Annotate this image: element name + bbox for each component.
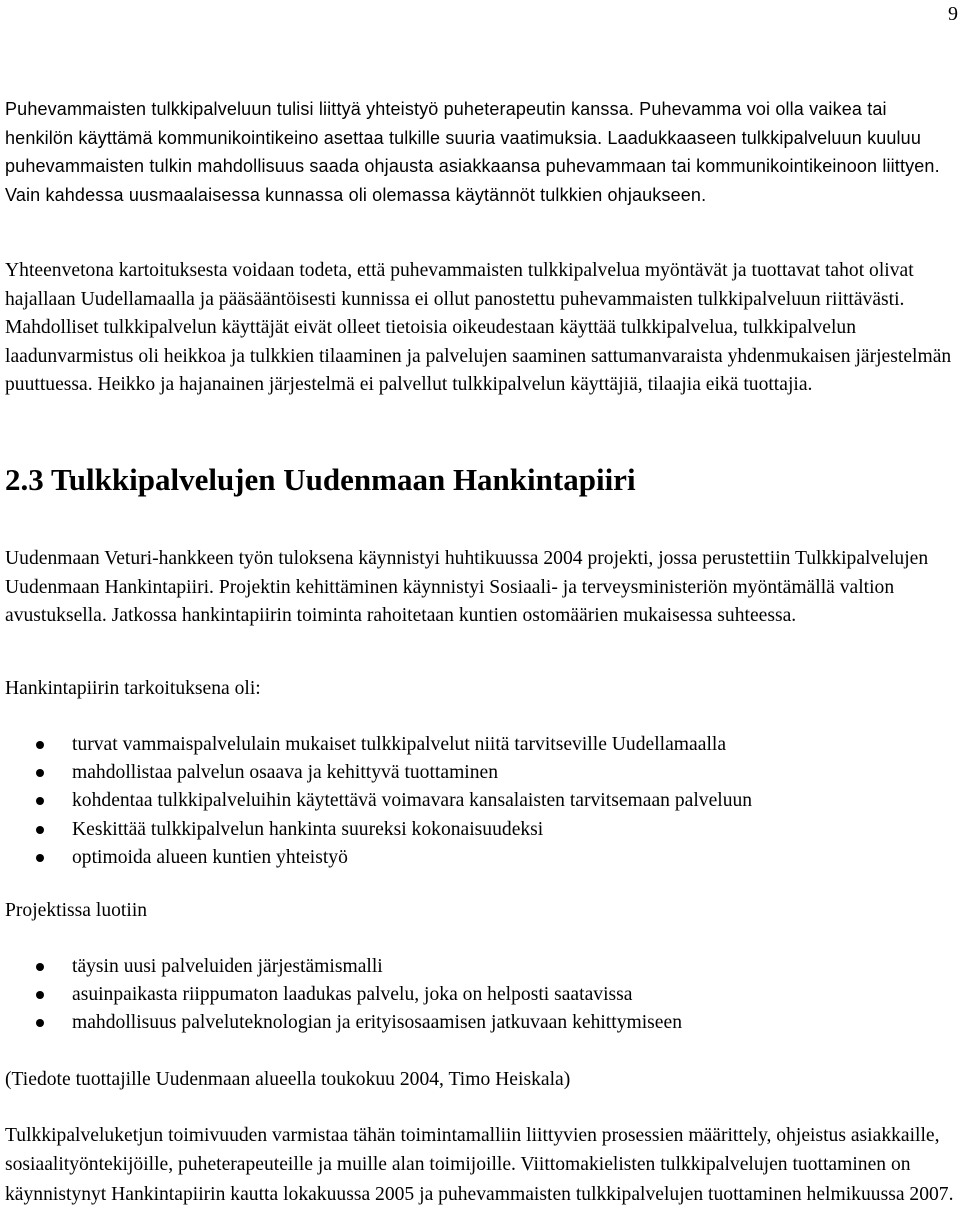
list-item-text: kohdentaa tulkkipalveluihin käytettävä voimavara kansalaisten tarvitsemaan palveluun: [72, 790, 753, 812]
paragraph-service-chain: Tulkkipalveluketjun toimivuuden varmistaa tähän toimintamalliin liittyvien prosessien määrittely, ohjeistus asiakkaille, sosiaalityöntekijöille, puheterapeuteille ja muille alan toimijoille. Viittomakielisten tulkkipalvelujen tuottaminen on käynnistynyt Hankintapiirin kautta lokakuussa 2005 ja puhevammaisten tulkkipalvelujen tuottaminen helmikuussa 2007.: [5, 1125, 954, 1205]
bullet-icon: [36, 1019, 44, 1027]
list-item-text: Keskittää tulkkipalvelun hankinta suureksi kokonaisuudeksi: [72, 818, 544, 840]
bullet-icon: [36, 797, 44, 805]
bullet-icon: [36, 991, 44, 999]
list-intro-purpose: Hankintapiirin tarkoituksena oli:: [5, 678, 261, 699]
purpose-bullet-list: [0, 731, 955, 872]
list-item: [0, 731, 955, 759]
list-item-text: täysin uusi palveluiden järjestämismalli: [72, 956, 383, 977]
bullet-icon: [36, 741, 44, 749]
paragraph-project-background: Uudenmaan Veturi-hankkeen työn tuloksena käynnistyi huhtikuussa 2004 projekti, jossa perustettiin Tulkkipalvelujen Uudenmaan Hankintapiiri. Projektin kehittäminen käynnistyi Sosiaali- ja terveysministeriön myöntämällä valtion avustuksella. Jatkossa hankintapiirin toiminta rahoitetaan kuntien ostomäärien mukaisessa suhteessa.: [5, 548, 929, 626]
list-item: [0, 759, 955, 787]
bullet-icon: [36, 854, 44, 862]
list-item: [0, 981, 955, 1009]
list-item-text: mahdollisuus palveluteknologian ja erityisosaamisen jatkuvaan kehittymiseen: [72, 1012, 682, 1034]
source-notice: (Tiedote tuottajille Uudenmaan alueella toukokuu 2004, Timo Heiskala): [5, 1069, 571, 1090]
page-number: 9: [948, 3, 958, 25]
created-bullet-list: [0, 953, 955, 1038]
list-item-text: mahdollistaa palvelun osaava ja kehittyvä tuottaminen: [72, 762, 499, 784]
bullet-icon: [36, 769, 44, 777]
list-item: [0, 787, 955, 815]
list-item-text: optimoida alueen kuntien yhteistyö: [72, 846, 348, 868]
list-item: [0, 816, 955, 844]
list-item-text: asuinpaikasta riippumaton laadukas palvelu, joka on helposti saatavissa: [72, 984, 633, 1006]
section-heading: 2.3 Tulkkipalvelujen Uudenmaan Hankintapiiri: [5, 462, 636, 497]
paragraph-speech-interpretation-guidance: Puhevammaisten tulkkipalveluun tulisi liittyä yhteistyö puheterapeutin kanssa. Puhevamma voi olla vaikea tai henkilön käyttämä kommunikointikeino asettaa tulkille suuria vaatimuksia. Laadukkaaseen tulkkipalveluun kuuluu puhevammaisten tulkin mahdollisuus saada ohjausta asiakkaansa puhevammaan tai kommunikointikeinoon liittyen. Vain kahdessa uusmaalaisessa kunnassa oli olemassa käytännöt tulkkien ohjaukseen.: [5, 99, 940, 205]
list-item-text: turvat vammaispalvelulain mukaiset tulkkipalvelut niitä tarvitseville Uudellamaalla: [72, 734, 727, 755]
bullet-icon: [36, 826, 44, 834]
list-intro-created: Projektissa luotiin: [5, 900, 148, 921]
list-item: [0, 844, 955, 872]
paragraph-survey-summary: Yhteenvetona kartoituksesta voidaan todeta, että puhevammaisten tulkkipalvelua myöntävät ja tuottavat tahot olivat hajallaan Uudellamaalla ja pääsääntöisesti kunnissa ei ollut panostettu puhevammaisten tulkkipalveluun riittävästi. Mahdolliset tulkkipalvelun käyttäjät eivät olleet tietoisia oikeudestaan käyttää tulkkipalvelua, tulkkipalvelun laadunvarmistus oli heikkoa ja tulkkien tilaaminen ja palvelujen saaminen sattumanvaraista yhdenmukaisen järjestelmän puuttuessa. Heikko ja hajanainen järjestelmä ei palvellut tulkkipalvelun käyttäjiä, tilaajia eikä tuottajia.: [5, 260, 952, 396]
list-item: [0, 953, 955, 981]
bullet-icon: [36, 963, 44, 971]
list-item: [0, 1009, 955, 1037]
